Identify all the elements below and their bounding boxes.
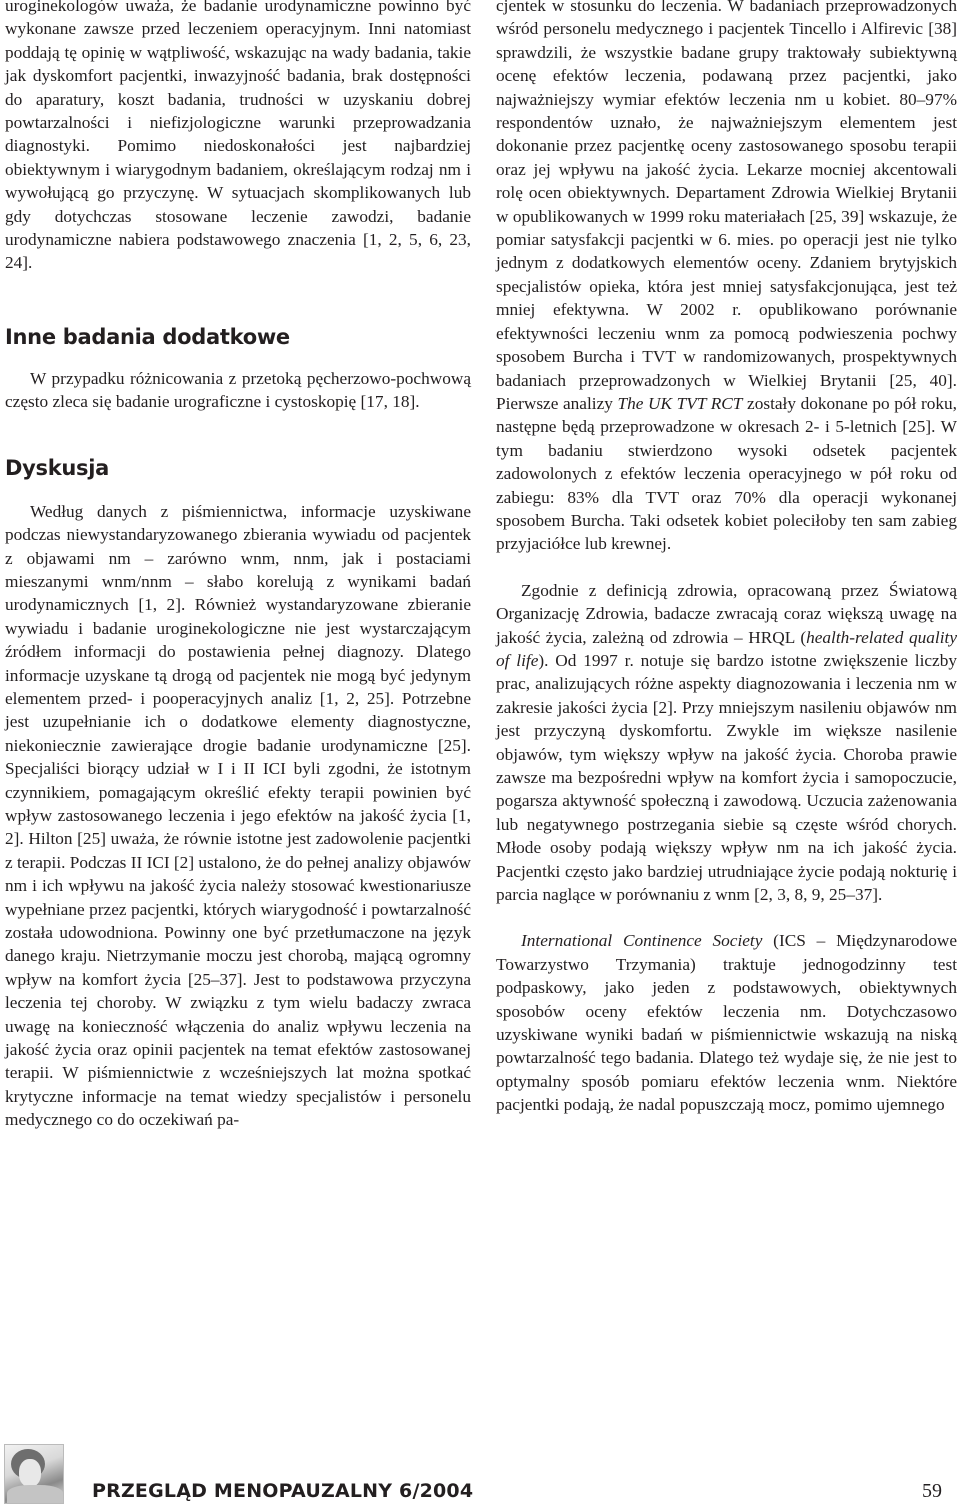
paragraph-patient-opinion <box>496 0 957 556</box>
text-run: cjentek w stosunku do leczenia. W badaniach przeprowadzonych wśród personelu medycznego i pacjentek Tincello i Alfirevic [38] sprawdzili, że wszystkie badane grupy traktowały subiektywną ocenę efektów leczenia, podawaną przez pacjentki, jako najważniejszy wymiar efektów leczenia nm u kobiet. 80–97% respondentów uznało, że najważniejszym elementem jest dokonanie przez pacjentkę oceny zastosowanego sposobu terapii oraz jej wpływu na jakość życia. Lekarze mocniej akcentowali rolę ocen obiektywnych. Departament Zdrowia Wielkiej Brytanii w opublikowanych w 1999 roku materiałach [25, 39] wskazuje, że pomiar satysfakcji pacjentki w 6. mies. po operacji jest nie tylko jednym z dodatkowych elementów oceny. Zdaniem brytyjskich specjalistów opieka, która jest mniej satysfakcjonująca, jest też mniej efektywna. W 2002 r. opublikowano porównanie efektywności leczeniu wnm za pomocą podwieszenia pochwy sposobem Burcha i TVT w randomizowanych, prospektywnych badaniach przeprowadzonych w Wielkiej Brytanii [25, 40]. Pierwsze analizy <box>496 0 957 413</box>
page-footer <box>0 1440 960 1507</box>
italic-society-name: International Continence Society <box>521 931 763 951</box>
right-column <box>496 0 957 1117</box>
paragraph-discussion: Według danych z piśmiennictwa, informacje uzyskiwane podczas niewystandaryzowanego zbierania wywiadu od pacjentek z objawami nm – zarówno wnm, nnm, jak i postaciami mieszanymi wnm/nnm – słabo korelują z wynikami badań urodynamicznych [1, 2]. Również wystandaryzowane zbieranie wywiadu i badanie uroginekologiczne nie jest wystarczającym źródłem informacji do postawienia pełnej diagnozy. Dlatego informacje uzyskane tą drogą od pacjentek nie mogą być jedynym elementem przed- i pooperacyjnych analiz [1, 2, 25]. Potrzebne jest uzupełnianie ich o dodatkowe elementy diagnostyczne, niekoniecznie zawierające drogie badanie urodynamiczne [25]. Specjaliści biorący udział w I i II ICI byli zgodni, że istotnym czynnikiem, pomagającym określić efekty terapii powinien być wpływ zastosowanego leczenia i jego efektów na jakość życia [1, 2]. Hilton [25] uważa, że równie istotne jest zadowolenie pacjentki z terapii. Podczas II ICI [2] ustalono, że do pełnej analizy objawów nm i ich wpływu na jakość życia należy stosować kwestionariusze wypełniane przez pacjentki, których wiarygodność i powtarzalność została udowodniona. Powinny one być przetłumaczone na język danego kraju. Nietrzymanie moczu jest chorobą, mającą ogromny wpływ na komfort życia [25–37]. Jest to podstawowa przyczyna leczenia tej choroby. W związku z tym wielu badaczy zwraca uwagę na konieczność włączenia do analiz wpływu leczenia na jakość życia oraz opinii pacjentek na temat efektów zastosowanej terapii. W piśmiennictwie z wcześniejszych lat można spotkać krytyczne informacje na temat wiedzy specjalistów i personelu medycznego co do oczekiwań pa- <box>5 501 471 1130</box>
section-heading-additional-tests: Inne badania dodatkowe <box>5 324 290 349</box>
paragraph-gap <box>496 556 957 579</box>
portrait-face <box>19 1459 41 1487</box>
portrait-shoulder <box>7 1485 63 1504</box>
text-run: (ICS – Międzynarodowe Towarzystwo Trzymania) traktuje jednogodzinny test podpaskowy, jako jeden z podstawowych, obiektywnych sposobów oceny efektów leczenia nm. Dotychczasowo uzyskiwane wyniki badań w piśmiennictwie wskazują na niską powtarzalność tego badania. Dlatego też wydaje się, że nie jest to optymalny sposób pomiaru efektów leczenia wnm. Niektóre pacjentki podają, że nadal popuszczają mocz, pomimo ujemnego <box>496 931 957 1115</box>
paragraph-ics <box>496 929 957 1116</box>
paragraph-additional-tests: W przypadku różnicowania z przetoką pęcherzowo-pochwową często zleca się badanie urograficzne i cystoskopię [17, 18]. <box>5 368 471 412</box>
text-run: Zgodnie z definicją zdrowia, opracowaną przez Światową Organizację Zdrowia, badacze zwracają coraz większą uwagę na jakość życia, zależną od zdrowia – HRQL ( <box>496 580 957 647</box>
text-run: ). Od 1997 r. notuje się bardzo istotne zwiększenie liczby prac, analizujących różne aspekty diagnozowania i leczenia nm w zakresie jakości życia [2]. Przy mniejszym nasileniu objawów nm jest przyczyną dyskomfortu. Zwykle im większe nasilenie objawów, tym większy wpływ na jakość życia. Choroba prawie zawsze ma bezpośredni wpływ na komfort życia i samopoczucie, pogarsza aktywność społeczną i zawodową. Uczucia zażenowania lub negatywnego postrzegania siebie są częste wśród chorych. Młode osoby podają większy wpływ nm na ich jakość życia. Pacjentki często jako bardziej utrudniające życie podają nokturię i parcia naglące w porównaniu z wnm [2, 3, 8, 9, 25–37]. <box>496 650 958 905</box>
italic-study-name: The UK TVT RCT <box>617 393 743 413</box>
section-heading-discussion: Dyskusja <box>5 455 110 480</box>
journal-cover-thumbnail <box>4 1444 64 1504</box>
paragraph-intro: uroginekologów uważa, że badanie urodynamiczne powinno być wykonane zawsze przed leczeniem operacyjnym. Inni natomiast poddają tę opinię w wątpliwość, wskazując na wady badania, takie jak dyskomfort pacjentki, inwazyjność badania, brak dostępności do aparatury, koszt badania, trudności w uzyskaniu dobrej powtarzalności i niefizjologiczne warunki przeprowadzania diagnostyki. Pomimo niedoskonałości jest najbardziej obiektywnym i wiarygodnym badaniem, określającym rodzaj nm i wywołującą go przyczynę. W sytuacjach skomplikowanych lub gdy dotychczas stosowane leczenie zawodzi, badanie urodynamiczne nabiera podstawowego znaczenia [1, 2, 5, 6, 23, 24]. <box>5 0 471 273</box>
text-run: zostały dokonane po pół roku, następne będą przeprowadzone w okresach 2- i 5-letnich [25]. W tym badaniu stwierdzono wysoki odsetek pacjentek zadowolonych z efektów leczenia operacyjnego w pół roku od zabiegu: 83% dla TVT oraz 70% dla operacji wykonanej sposobem Burcha. Taki odsetek kobiet poleciłoby ten sam zabieg przyjaciółce lub krewnej. <box>496 393 957 554</box>
paragraph-gap <box>496 906 957 929</box>
italic-term: health-related quality of life <box>496 627 957 670</box>
page-number: 59 <box>922 1480 942 1502</box>
paragraph-quality-of-life <box>496 579 957 907</box>
left-column <box>5 0 471 1132</box>
journal-title: PRZEGLĄD MENOPAUZALNY 6/2004 <box>92 1480 474 1502</box>
